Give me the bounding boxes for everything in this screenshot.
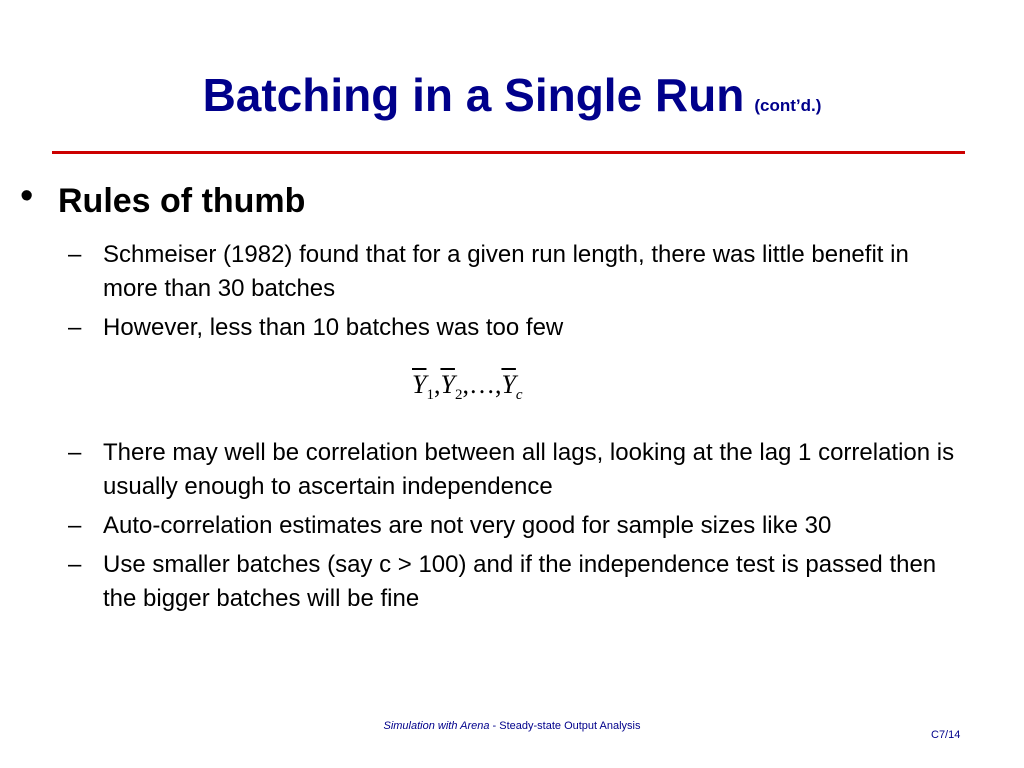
list-item-text: Schmeiser (1982) found that for a given run length, there was little benefit in more than 30 batches xyxy=(103,241,909,302)
slide-footer xyxy=(0,720,1024,732)
list-item-text: Auto-correlation estimates are not very good for sample sizes like 30 xyxy=(103,512,832,539)
title-main: Batching in a Single Run xyxy=(202,69,745,121)
slide-title xyxy=(0,68,1024,122)
page-number: C7/14 xyxy=(931,729,961,741)
formula-sub-2: 2 xyxy=(454,387,463,403)
dash-icon: – xyxy=(68,439,82,466)
list-item-text: There may well be correlation between all lags, looking at the lag 1 correlation is usually enough to ascertain independence xyxy=(103,439,955,500)
list-item xyxy=(68,548,968,616)
bullet-dot-icon: • xyxy=(20,175,34,217)
dash-icon: – xyxy=(68,314,82,341)
formula-comma: , xyxy=(433,370,441,399)
list-item-text: Use smaller batches (say c > 100) and if the independence test is passed then the bigger batches will be fine xyxy=(103,551,937,612)
list-item xyxy=(68,436,968,504)
list-item xyxy=(68,238,968,306)
batch-means-formula xyxy=(412,370,523,404)
main-bullet-text: Rules of thumb xyxy=(58,182,306,220)
dash-icon: – xyxy=(68,551,82,578)
footer-chapter: Steady-state Output Analysis xyxy=(499,720,641,732)
formula-yc: $\overline{Y}$ xyxy=(501,370,516,399)
formula-dots: ,…, xyxy=(462,370,502,399)
footer-book-title: Simulation with Arena xyxy=(383,720,490,732)
formula-sub-c: c xyxy=(515,387,523,403)
title-suffix: (cont’d.) xyxy=(754,96,822,115)
sub-list-after-formula xyxy=(68,436,968,621)
formula-y1: $\overline{Y}$ xyxy=(412,370,427,399)
title-divider xyxy=(52,151,965,154)
list-item-text: However, less than 10 batches was too few xyxy=(103,314,564,341)
footer-separator: - xyxy=(489,720,500,732)
list-item xyxy=(68,509,968,543)
main-bullet xyxy=(20,175,306,222)
formula-sub-1: 1 xyxy=(426,387,434,403)
list-item xyxy=(68,311,968,345)
formula-y2: $\overline{Y}$ xyxy=(440,370,455,399)
sub-list-before-formula xyxy=(68,238,968,350)
dash-icon: – xyxy=(68,241,82,268)
dash-icon: – xyxy=(68,512,82,539)
